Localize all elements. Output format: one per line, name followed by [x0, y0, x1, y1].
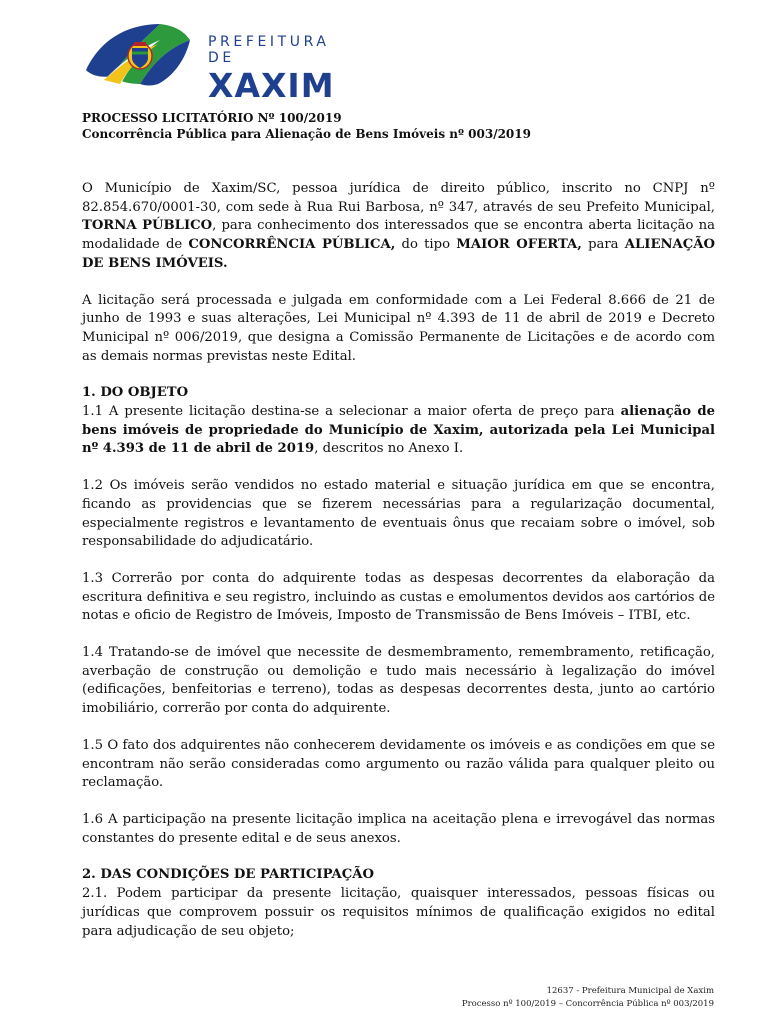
xaxim-flag-logo-icon [82, 18, 194, 90]
p11-text-b: alienação de bens imóveis de propriedade do Município de Xaxim, autorizada pela Lei Municipal nº 4.393 de 11 de abril de 2019 [82, 404, 715, 457]
paragraph-1-1 [82, 403, 715, 459]
section-1-heading: 1. DO OBJETO [82, 385, 189, 401]
document-body [82, 110, 715, 941]
brand-title: XAXIM [208, 66, 335, 105]
legal-basis-paragraph: A licitação será processada e julgada em conformidade com a Lei Federal 8.666 de 21 de junho de 1993 e suas alterações, Lei Municipal nº 4.393 de 11 de abril de 2019 e Decreto Municipal nº 006/2019, que designa a Comissão Permanente de Licitações e de acordo com as demais normas previstas neste Edital. [82, 292, 715, 364]
footer-line-1: 12637 - Prefeitura Municipal de Xaxim [546, 986, 714, 996]
brand [208, 34, 362, 104]
intro-text-a: O Município de Xaxim/SC, pessoa jurídica de direito público, inscrito no CNPJ nº 82.854.670/0001-30, com sede à Rua Rui Barbosa, nº 347, através de seu Prefeito Municipal, [82, 181, 715, 215]
section-2-heading: 2. DAS CONDIÇÕES DE PARTICIPAÇÃO [82, 867, 374, 883]
page-footer [462, 985, 714, 1011]
intro-text-g: para [581, 237, 625, 253]
brand-subtitle: PREFEITURA DE [208, 34, 330, 66]
paragraph-1-5: 1.5 O fato dos adquirentes não conhecerem devidamente os imóveis e as condições em que se encontram não serão consideradas como argumento ou razão válida para qualquer pleito ou reclamação. [82, 737, 715, 791]
p11-text-c: , descritos no Anexo I. [314, 441, 464, 457]
intro-objeto: ALIENAÇÃO DE BENS IMÓVEIS. [82, 237, 715, 271]
intro-text-e: do tipo [395, 237, 457, 253]
paragraph-1-4: 1.4 Tratando-se de imóvel que necessite de desmembramento, remembramento, retificação, averbação de construção ou demolição e tudo mais necessário à legalização do imóvel (edificações, benfeitorias e terreno), todas as despesas decorrentes desta, junto ao cartório imobiliário, correrão por conta do adquirente. [82, 645, 715, 717]
paragraph-1-6: 1.6 A participação na presente licitação implica na aceitação plena e irrevogável das normas constantes do presente edital e de seus anexos. [82, 811, 715, 846]
intro-modalidade: CONCORRÊNCIA PÚBLICA, [188, 237, 396, 253]
process-subtitle: Concorrência Pública para Alienação de Bens Imóveis nº 003/2019 [82, 127, 531, 141]
intro-paragraph [82, 180, 715, 274]
paragraph-1-2: 1.2 Os imóveis serão vendidos no estado material e situação jurídica em que se encontra, ficando as providencias que se fizerem necessárias para a regularização documental, especialmente registros e levantamento de eventuais ônus que recaiam sobre o imóvel, sob responsabilidade do adjudicatário. [82, 478, 715, 550]
paragraph-1-3: 1.3 Correrão por conta do adquirente todas as despesas decorrentes da elaboração da escritura definitiva e seu registro, incluindo as custas e emolumentos devidos aos cartórios de notas e oficio de Registro de Imóveis, Imposto de Transmissão de Bens Imóveis – ITBI, etc. [82, 570, 715, 624]
process-title: PROCESSO LICITATÓRIO Nº 100/2019 [82, 111, 342, 125]
paragraph-2-1: 2.1. Podem participar da presente licitação, quaisquer interessados, pessoas físicas ou jurídicas que comprovem possuir os requisitos mínimos de qualificação exigidos no edital para adjudicação de seu objeto; [82, 886, 715, 939]
p11-text-a: 1.1 A presente licitação destina-se a selecionar a maior oferta de preço para [82, 404, 621, 420]
intro-torna-publico: TORNA PÚBLICO [82, 218, 213, 234]
intro-text-c: , para conhecimento dos interessados que se encontra aberta licitação na modalidade de [82, 218, 715, 253]
footer-line-2: Processo nº 100/2019 – Concorrência Pública nº 003/2019 [461, 999, 714, 1009]
intro-tipo: MAIOR OFERTA, [456, 237, 582, 253]
letterhead [82, 18, 362, 105]
